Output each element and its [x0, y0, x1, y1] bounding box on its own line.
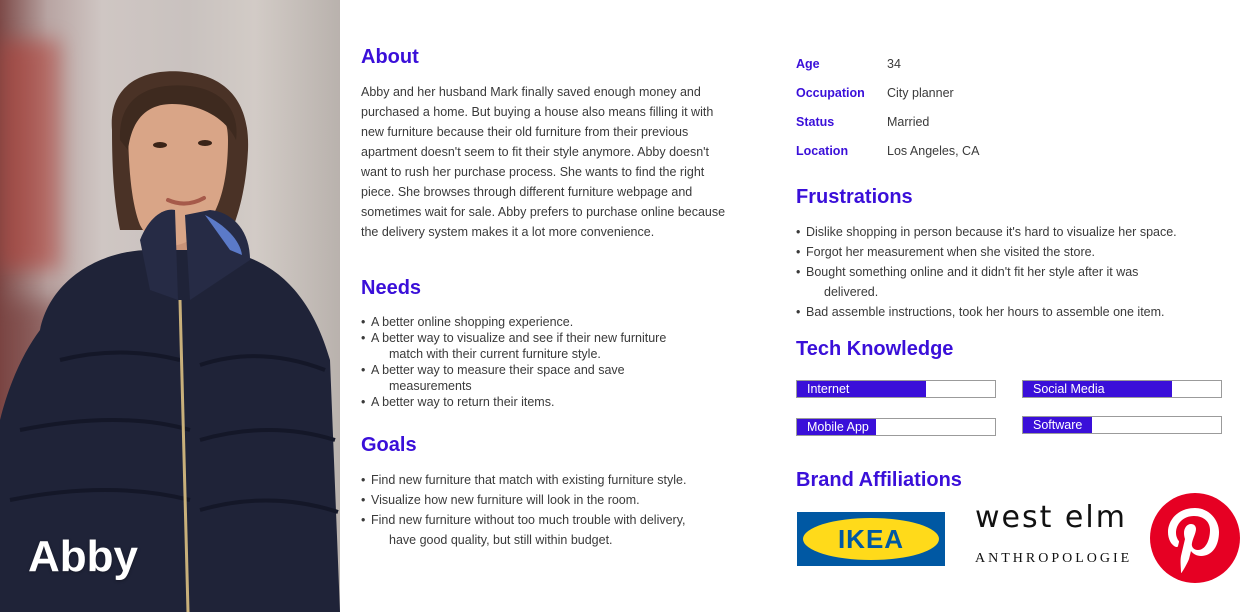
list-item: • Find new furniture that match with existing furniture style.	[361, 470, 761, 490]
list-item: • Bought something online and it didn't fit her style after it was delivered.	[796, 262, 1246, 302]
info-value: 34	[887, 57, 901, 71]
persona-photo	[0, 0, 340, 612]
info-label: Occupation	[796, 86, 865, 100]
persona-name: Abby	[28, 532, 138, 581]
needs-list	[361, 314, 741, 410]
info-value: Married	[887, 115, 930, 129]
ikea-logo	[797, 512, 945, 566]
goals-list	[361, 470, 761, 550]
info-label: Age	[796, 57, 820, 71]
bar-label: Social Media	[1033, 382, 1105, 396]
list-item: • Forgot her measurement when she visited the store.	[796, 242, 1246, 262]
ikea-wordmark: IKEA	[837, 524, 905, 554]
persona-illustration	[0, 0, 340, 612]
bar-label: Mobile App	[807, 420, 869, 434]
pinterest-logo	[1149, 492, 1241, 584]
tech-bar-software	[1022, 416, 1222, 434]
list-item: • A better way to visualize and see if their new furniture match with their current furniture style.	[361, 330, 741, 362]
tech-bar-mobile-app	[796, 418, 996, 436]
info-value: Los Angeles, CA	[887, 144, 980, 158]
list-item: • Visualize how new furniture will look in the room.	[361, 490, 761, 510]
list-item: • A better way to measure their space and save measurements	[361, 362, 741, 394]
tech-bar-internet	[796, 380, 996, 398]
about-text: Abby and her husband Mark finally saved enough money and purchased a home. But buying a house also means filling it with new furniture because their old furniture from their previous apartment doesn't seem to fit their style anymore. Abby doesn't want to rush her purchase process. She wants to find the right piece. She browses through different furniture webpage and sometimes wait for sale. Abby prefers to purchase online because the delivery system makes it a lot more convenience.	[361, 85, 726, 239]
tech-bar-social-media	[1022, 380, 1222, 398]
list-item: • Dislike shopping in person because it's hard to visualize her space.	[796, 222, 1246, 242]
list-item: • Bad assemble instructions, took her hours to assemble one item.	[796, 302, 1246, 322]
bar-label: Software	[1033, 418, 1083, 432]
frustrations-list	[796, 222, 1246, 322]
tech-heading: Tech Knowledge	[796, 338, 954, 360]
needs-heading: Needs	[361, 277, 422, 299]
westelm-logo: west elm	[975, 500, 1127, 535]
frustrations-heading: Frustrations	[796, 186, 913, 208]
about-heading: About	[361, 46, 419, 68]
info-label: Location	[796, 144, 849, 158]
bar-label: Internet	[807, 382, 850, 396]
info-label: Status	[796, 115, 835, 129]
list-item: • Find new furniture without too much trouble with delivery, have good quality, but still within budget.	[361, 510, 761, 550]
list-item: • A better way to return their items.	[361, 394, 741, 410]
goals-heading: Goals	[361, 434, 417, 456]
list-item: • A better online shopping experience.	[361, 314, 741, 330]
anthropologie-logo: ANTHROPOLOGIE	[975, 551, 1133, 566]
info-value: City planner	[887, 86, 954, 100]
brands-heading: Brand Affiliations	[796, 469, 962, 491]
